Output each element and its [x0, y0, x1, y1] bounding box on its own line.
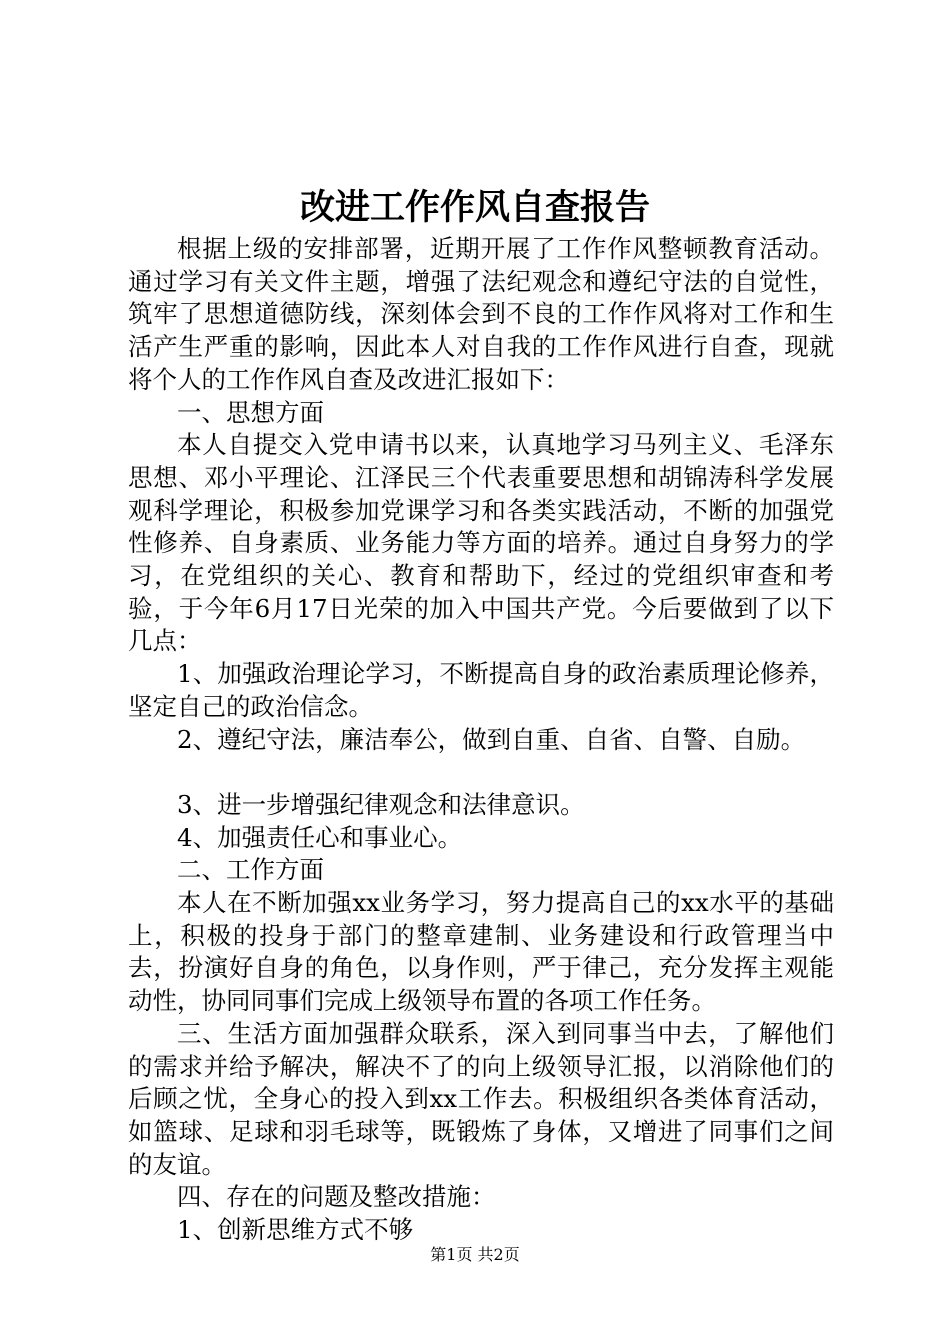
list-item-3: 3、进一步增强纪律观念和法律意识。	[177, 789, 585, 819]
document-body	[128, 233, 834, 1247]
paragraph-thought: 本人自提交入党申请书以来，认真地学习马列主义、毛泽东思想、邓小平理论、江泽民三个代表重要思想和胡锦涛科学发展观科学理论，积极参加党课学习和各类实践活动，不断的加强党性修养、自身素质、业务能力等方面的培养。通过自身努力的学习，在党组织的关心、教育和帮助下，经过的党组织审查和考验，于今年6月17日光荣的加入中国共产党。今后要做到了以下几点：	[128, 430, 834, 656]
problem-item-1: 1、创新思维方式不够	[177, 1215, 414, 1245]
list-item-4: 4、加强责任心和事业心。	[177, 822, 463, 852]
paragraph-work: 本人在不断加强xx业务学习，努力提高自己的xx水平的基础上，积极的投身于部门的整章建制、业务建设和行政管理当中去，扮演好自身的角色，以身作则，严于律己，充分发挥主观能动性，协同同事们完成上级领导布置的各项工作任务。	[128, 888, 834, 1016]
section-heading-work: 二、工作方面	[177, 855, 324, 885]
section-heading-problems: 四、存在的问题及整改措施：	[177, 1182, 496, 1212]
page-footer: 第1页 共2页	[430, 1245, 520, 1264]
list-item-2: 2、遵纪守法，廉洁奉公，做到自重、自省、自警、自励。	[177, 724, 806, 754]
section-heading-thought: 一、思想方面	[177, 397, 324, 427]
blank-line	[128, 756, 834, 789]
paragraph-intro: 根据上级的安排部署，近期开展了工作作风整顿教育活动。通过学习有关文件主题，增强了法纪观念和遵纪守法的自觉性，筑牢了思想道德防线，深刻体会到不良的工作作风将对工作和生活产生严重的影响，因此本人对自我的工作作风进行自查，现就将个人的工作作风自查及改进汇报如下：	[128, 234, 834, 394]
paragraph-life: 三、生活方面加强群众联系，深入到同事当中去，了解他们的需求并给予解决，解决不了的向上级领导汇报，以消除他们的后顾之忧，全身心的投入到xx工作去。积极组织各类体育活动，如篮球、足球和羽毛球等，既锻炼了身体，又增进了同事们之间的友谊。	[128, 1018, 834, 1179]
document-title: 改进工作作风自查报告	[299, 187, 650, 228]
list-item-1: 1、加强政治理论学习，不断提高自身的政治素质理论修养，坚定自己的政治信念。	[128, 659, 834, 721]
